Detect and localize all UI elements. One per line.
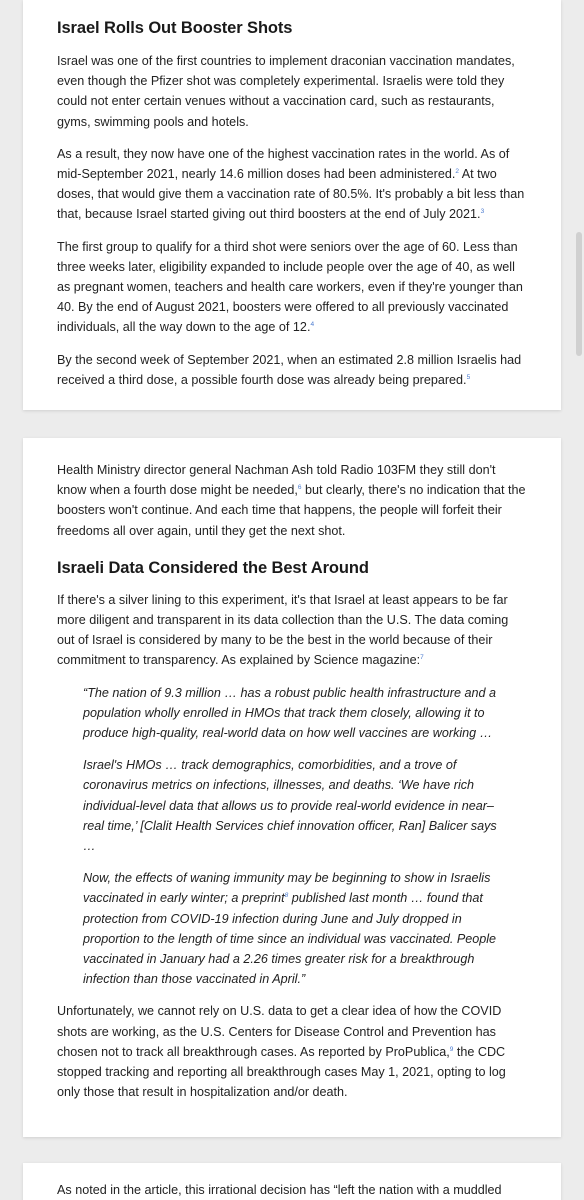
footnote-link[interactable]: 2 [455, 167, 459, 175]
paragraph: If there's a silver lining to this experiment, it's that Israel at least appears to be far more diligent and transparent in its data collection than the U.S. The data coming out of Israel is considered by many to be the best in the world because of their commitment to transparency. As explained by Science magazine:$^7$ [57, 592, 509, 668]
article-card-3 [23, 1163, 561, 1200]
paragraph: Health Ministry director general Nachman Ash told Radio 103FM they still don't know when a fourth dose might be needed,$^6$ but clearly, there's no indication that the boosters won't continue. And each time that happens, the people will forfeit their freedoms all over again, until they get the next shot. [57, 463, 526, 538]
footnote-link[interactable]: 8 [284, 892, 289, 900]
footnote-link[interactable]: 3 [480, 208, 485, 216]
footnote-link[interactable]: 9 [449, 1045, 454, 1053]
paragraph: Unfortunately, we cannot rely on U.S. data to get a clear idea of how the COVID shots are working, as the U.S. Centers for Disease Control and Prevention has chosen not to track all breakthrough cases. As reported by ProPublica,$^9$ the CDC stopped tracking and reporting all breakthrough cases May 1, 2021, opting to log only those that result in hospitalization and/or death. [57, 1004, 506, 1100]
quote-paragraph: Now, the effects of waning immunity may be beginning to show in Israelis vaccinated in early winter; a preprint$^8$ published last month … found that protection from COVID-19 infection during June and July dropped in proportion to the length of time since an individual was vaccinated. People vaccinated in January had a 2.26 times greater risk for a breakthrough infection than those vaccinated in April.” [83, 871, 497, 987]
footnote-link[interactable]: 7 [420, 654, 424, 662]
footnote-link[interactable]: 6 [297, 484, 302, 492]
article-card-1 [23, 0, 561, 410]
paragraph: By the second week of September 2021, when an estimated 2.8 million Israelis had received a third dose, a possible fourth dose was already being prepared.$^5$ [57, 352, 522, 387]
blockquote [83, 683, 497, 990]
footnote-link[interactable]: 5 [466, 373, 471, 381]
paragraph: The first group to qualify for a third shot were seniors over the age of 60. Less than three weeks later, eligibility expanded to include people over the age of 40, as well as pregnant women, teachers and health care workers, even if they're younger than 40. By the end of August 2021, boosters were offered to all previously vaccinated individuals, all the way down to the age of 12.$^4$ [57, 239, 523, 335]
paragraph: As noted in the article, this irrational decision has “left the nation with a muddled [57, 1183, 502, 1197]
paragraph: Israel was one of the first countries to implement draconian vaccination mandates, even though the Pfizer shot was completely experimental. Israelis were told they could not enter certain venues without a vaccination card, such as restaurants, gyms, swimming pools and hotels. [57, 54, 515, 129]
footnote-link[interactable]: 4 [310, 321, 315, 329]
section-heading: Israeli Data Considered the Best Around [57, 558, 369, 577]
article-card-2 [23, 438, 561, 1137]
quote-paragraph: “The nation of 9.3 million … has a robust public health infrastructure and a population wholly enrolled in HMOs that track them closely, allowing it to produce high-quality, real-world data on how well vaccines are working … [83, 685, 497, 741]
quote-paragraph: Israel's HMOs … track demographics, comorbidities, and a trove of coronavirus metrics on infections, illnesses, and deaths. ‘We have rich individual-level data that allows us to provide real-world evidence in near–real time,’ [Clalit Health Services chief innovation officer, Ran] Balicer says … [83, 758, 497, 854]
section-heading: Israel Rolls Out Booster Shots [57, 19, 293, 37]
paragraph: As a result, they now have one of the highest vaccination rates in the world. As of mid-September 2021, nearly 14.6 million doses had been administered.$^2$ At two doses, that would give them a vaccination rate of 80.5%. It's probably a bit less than that, because Israel started giving out third boosters at the end of July 2021.$^3$ [57, 146, 525, 222]
scrollbar-thumb[interactable] [576, 232, 582, 356]
